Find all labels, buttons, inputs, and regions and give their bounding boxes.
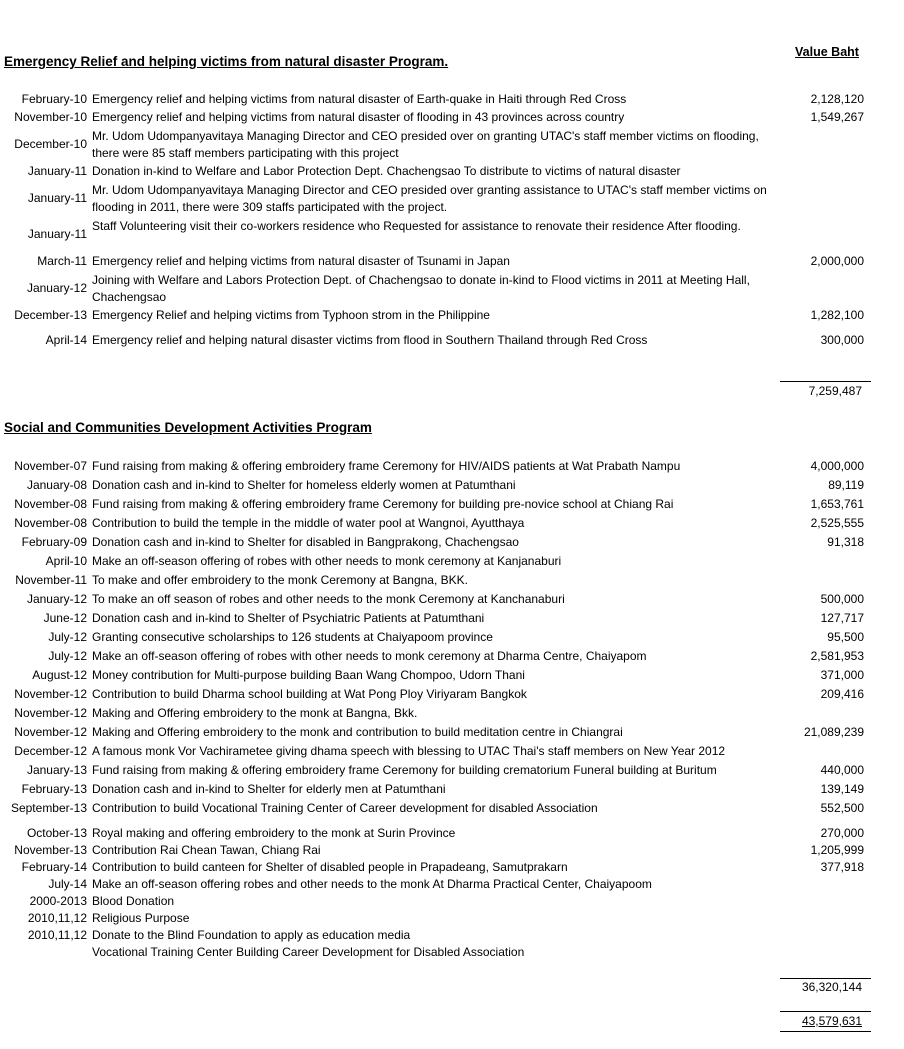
row-description: Money contribution for Multi-purpose building Baan Wang Chompoo, Udorn Thani: [92, 668, 525, 682]
row-value: 139,149: [820, 782, 864, 796]
row-date: January-11: [27, 191, 87, 205]
row-date: January-11: [27, 164, 87, 178]
row-date: January-11: [27, 227, 87, 241]
row-date: December-10: [14, 137, 87, 151]
row-description: Granting consecutive scholarships to 126 students at Chaiyapoom province: [92, 630, 493, 644]
row-value: 95,500: [827, 630, 864, 644]
row-date: November-13: [14, 843, 87, 857]
row-date: November-10: [14, 110, 87, 124]
row-description: Staff Volunteering visit their co-workers residence who Requested for assistance to renovate their residence After flooding.: [92, 219, 741, 233]
row-description: Royal making and offering embroidery to the monk at Surin Province: [92, 826, 456, 840]
row-description: Contribution Rai Chean Tawan, Chiang Rai: [92, 843, 321, 857]
row-date: June-12: [43, 611, 87, 625]
row-date: November-07: [14, 459, 87, 473]
row-date: November-12: [14, 725, 87, 739]
social-section-title: Social and Communities Development Activities Program: [4, 420, 372, 435]
row-value: 1,653,761: [810, 497, 864, 511]
row-description: Emergency relief and helping victims from natural disaster of Earth-quake in Haiti through Red Cross: [92, 92, 627, 106]
row-description: Fund raising from making & offering embroidery frame Ceremony for building pre-novice school at Chiang Rai: [92, 497, 674, 511]
row-value: 377,918: [820, 860, 864, 874]
row-description: To make an off season of robes and other needs to the monk Ceremony at Kanchanaburi: [92, 592, 565, 606]
row-value: 1,549,267: [810, 110, 864, 124]
row-description: Joining with Welfare and Labors Protection Dept. of Chachengsao to donate in-kind to Flood victims in 2011 at Meeting Hall, Chachengsao: [92, 273, 750, 304]
row-description: Make an off-season offering of robes with other needs to monk ceremony at Kanjanaburi: [92, 554, 562, 568]
row-description: Fund raising from making & offering embroidery frame Ceremony for building crematorium Funeral building at Buritum: [92, 763, 717, 777]
grand-total-line-top: [780, 1011, 871, 1012]
row-description: Blood Donation: [92, 894, 175, 908]
row-date: July-14: [48, 877, 87, 891]
row-date: January-12: [26, 281, 87, 295]
row-description: Donation in-kind to Welfare and Labor Protection Dept. Chachengsao To distribute to victims of natural disaster: [92, 164, 681, 178]
row-description: Emergency Relief and helping victims from Typhoon strom in the Philippine: [92, 308, 490, 322]
row-date: February-09: [21, 535, 87, 549]
row-date: February-14: [21, 860, 87, 874]
row-description: Make an off-season offering of robes with other needs to monk ceremony at Dharma Centre, Chaiyapom: [92, 649, 647, 663]
row-date: November-12: [14, 687, 87, 701]
row-description: Emergency relief and helping natural disaster victims from flood in Southern Thailand through Red Cross: [92, 333, 648, 347]
row-date: October-13: [26, 826, 87, 840]
row-description: Donation cash and in-kind to Shelter for elderly men at Patumthani: [92, 782, 446, 796]
row-description: Donation cash and in-kind to Shelter of Psychiatric Patients at Patumthani: [92, 611, 485, 625]
row-value: 270,000: [820, 826, 864, 840]
row-date: February-10: [21, 92, 87, 106]
row-date: August-12: [32, 668, 87, 682]
row-value: 2,000,000: [810, 254, 864, 268]
row-value: 2,128,120: [810, 92, 864, 106]
row-date: February-13: [21, 782, 87, 796]
row-date: November-12: [14, 706, 87, 720]
row-value: 371,000: [820, 668, 864, 682]
row-value: 552,500: [820, 801, 864, 815]
row-description: Religious Purpose: [92, 911, 190, 925]
row-value: 91,318: [827, 535, 864, 549]
row-date: July-12: [48, 630, 87, 644]
row-date: December-12: [14, 744, 87, 758]
row-date: April-14: [45, 333, 87, 347]
emergency-total-line: [780, 381, 871, 382]
row-date: November-08: [14, 497, 87, 511]
row-value: 1,205,999: [810, 843, 864, 857]
emergency-total: 7,259,487: [808, 384, 862, 398]
row-value: 2,581,953: [810, 649, 864, 663]
row-description: Contribution to build the temple in the middle of water pool at Wangnoi, Ayutthaya: [92, 516, 525, 530]
row-date: September-13: [10, 801, 87, 815]
row-description: Making and Offering embroidery to the monk and contribution to build meditation centre in Chiangrai: [92, 725, 623, 739]
row-value: 127,717: [820, 611, 864, 625]
row-value: 1,282,100: [810, 308, 864, 322]
social-total-line: [780, 978, 871, 979]
row-date: 2000-2013: [29, 894, 87, 908]
row-description: Contribution to build Dharma school building at Wat Pong Ploy Viriyaram Bangkok: [92, 687, 527, 701]
row-description: Donation cash and in-kind to Shelter for disabled in Bangprakong, Chachengsao: [92, 535, 519, 549]
row-date: January-12: [26, 592, 87, 606]
row-description: Mr. Udom Udompanyavitaya Managing Director and CEO presided over on granting UTAC's staff member victims on flooding, there were 85 staff members participating with this project: [92, 129, 759, 160]
row-description: Emergency relief and helping victims from natural disaster of Tsunami in Japan: [92, 254, 510, 268]
row-date: 2010,11,12: [27, 911, 87, 925]
row-date: November-08: [14, 516, 87, 530]
value-baht-header: Value Baht: [795, 45, 859, 59]
row-date: January-08: [26, 478, 87, 492]
row-description: To make and offer embroidery to the monk Ceremony at Bangna, BKK.: [92, 573, 468, 587]
row-description: Donate to the Blind Foundation to apply as education media: [92, 928, 411, 942]
row-value: 440,000: [820, 763, 864, 777]
row-date: December-13: [14, 308, 87, 322]
row-value: 2,525,555: [810, 516, 864, 530]
row-description: Donation cash and in-kind to Shelter for homeless elderly women at Patumthani: [92, 478, 516, 492]
row-description: Mr. Udom Udompanyavitaya Managing Director and CEO presided over granting assistance to UTAC's staff member victims on flooding in 2011, there were 309 staffs participated with the project.: [92, 183, 767, 214]
row-description: Contribution to build Vocational Training Center of Career development for disabled Association: [92, 801, 598, 815]
row-value: 89,119: [828, 478, 864, 492]
row-date: January-13: [26, 763, 87, 777]
row-description: Fund raising from making & offering embroidery frame Ceremony for HIV/AIDS patients at Wat Prabath Nampu: [92, 459, 681, 473]
row-date: July-12: [48, 649, 87, 663]
row-value: 300,000: [820, 333, 864, 347]
grand-total-line-bottom: [780, 1031, 871, 1032]
grand-total: 43,579,631: [801, 1014, 862, 1028]
row-date: April-10: [45, 554, 87, 568]
row-date: November-11: [15, 573, 87, 587]
row-description: Make an off-season offering robes and other needs to the monk At Dharma Practical Center, Chaiyapoom: [92, 877, 652, 891]
row-value: 209,416: [820, 687, 864, 701]
row-date: March-11: [37, 254, 87, 268]
row-value: 21,089,239: [803, 725, 864, 739]
row-value: 500,000: [820, 592, 864, 606]
row-description: Making and Offering embroidery to the monk at Bangna, Bkk.: [92, 706, 418, 720]
row-description: Emergency relief and helping victims from natural disaster of flooding in 43 provinces across country: [92, 110, 625, 124]
row-date: 2010,11,12: [27, 928, 87, 942]
social-total: 36,320,144: [801, 980, 862, 994]
row-description: A famous monk Vor Vachirametee giving dhama speech with blessing to UTAC Thai's staff members on New Year 2012: [92, 744, 726, 758]
row-description: Contribution to build canteen for Shelter of disabled people in Prapadeang, Samutprakarn: [92, 860, 568, 874]
emergency-section-title: Emergency Relief and helping victims from natural disaster Program.: [4, 54, 449, 69]
row-description: Vocational Training Center Building Career Development for Disabled Association: [92, 945, 525, 959]
row-value: 4,000,000: [810, 459, 864, 473]
